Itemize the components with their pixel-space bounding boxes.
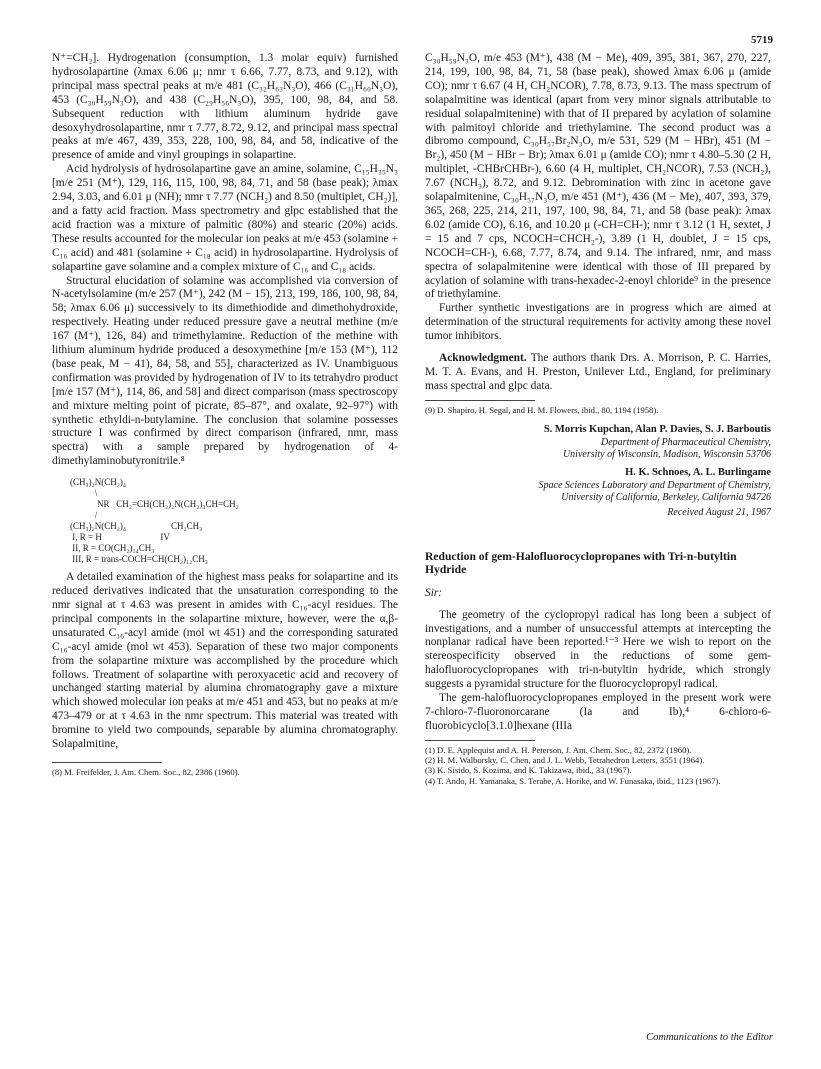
footnote: (4) T. Ando, H. Yamanaka, S. Terabe, A. Horike, and W. Funasaka, ibid., 1123 (1967). [425,775,721,786]
footnote: (2) H. M. Walborsky, C. Chen, and J. L. Webb, Tetrahedron Letters, 3551 (1964). [425,755,705,766]
structure-line: II, R = CO(CH₂)₁₄CH₃ [70,543,155,554]
paragraph: Structural elucidation of solamine was accomplished via conversion of N-acetylsolamine (m/e 257 (M⁺), 242 (M − 15), 213, 199, 186, 100, 98, 84, 58; λmax 6.06 μ) successively to its dimethiodide and dimethohydroxide, respectively. Heating under reduced pressure gave a neutral methine (m/e 167 (M⁺), 126, 84) and trimethylamine. Reduction of the methine with lithium aluminum hydride produced a desoxymethine [m/e 153 (M⁺), 112 (base peak, M − 41), 84, 58, and 55], characterized as IV. Unambiguous confirmation was provided by hydrogenation of IV to its tetrahydro product [m/e 157 (M⁺), 114, 86, and 58] and direct comparison (mass spectroscopy and mixture melting point of picrate, 85–87°, and oxalate, 92–97°) with synthetic ethyldi-n-butylamine. The conclusion that solamine possesses structure I was confirmed by direct comparison (infrared, nmr, mass spectra) with a sample prepared by hydrogenation of 4-dimethylaminobutyronitrile.⁸ [52,274,398,468]
paragraph: N⁺=CH₂]. Hydrogenation (consumption, 1.3 molar equiv) furnished hydrosolapartine (λmax 6.06 μ; nmr τ 6.66, 7.77, 8.73, and 9.12), with principal mass spectral peaks at m/e 481 (C₃₂H₆₃N₃O), 466 (C₃₁H₆₀N₃O), 453 (C₃₀H₅₉N₃O), and 438 (C₂₉H₅₆N₃O), 395, 100, 98, 84, and 58. Subsequent reduction with lithium aluminum hydride gave desoxyhydrosolapartine, nmr τ 7.77, 8.72, 9.12, and principal mass spectral peaks at m/e 467, 439, 353, 228, 100, 98, 84, and 58, indicative of the presence of amide and vinyl groupings in solapartine. [52,52,398,162]
paragraph: The gem-halofluorocyclopropanes employed in the present work were 7-chloro-7-fluoronorcarane (Ia and Ib),⁴ 6-chloro-6-fluorobicyclo[3.1.0]hexane (IIIa [425,692,771,732]
acknowledgment [425,352,771,394]
left-column [52,52,398,777]
footnote-divider [425,740,535,741]
acknowledgment-heading: Acknowledgment. [439,352,527,365]
structure-line: III, R = trans-COCH=CH(CH₂)₁₂CH₃ [70,554,208,565]
footnote-8: (8) M. Freifelder, J. Am. Chem. Soc., 82, 2386 (1960). [52,766,240,777]
page-number: 5719 [751,34,773,46]
affiliation: University of California, Berkeley, California 94726 [561,491,771,503]
right-column [425,52,771,786]
salutation: Sir: [425,586,443,599]
article-title: Reduction of gem-Halofluorocyclopropanes with Tri-n-butyltin Hydride [425,549,737,577]
structure-line: / [70,510,98,521]
footnote: (3) K. Sisido, S. Kozima, and K. Takizawa, ibid., 33 (1967). [425,765,632,776]
paragraph: Acid hydrolysis of hydrosolapartine gave an amine, solamine, C₁₅H₃₅N₃ [m/e 251 (M⁺), 129, 116, 115, 100, 98, 84, 71, and 58 (base peak); λmax 2.94, 3.03, and 6.01 μ (NH); nmr τ 7.77 (NCH₂) and 8.50 (multiplet, CH₂)], and a fatty acid fraction. Mass spectrometry and glpc established that the acid fraction was a mixture of palmitic (80%) and stearic (20%) acids. These results accounted for the molecular ion peaks at m/e 453 (solamine + C₁₆ acid) and 481 (solamine + C₁₈ acid) in hydrosolapartine. Hydrolysis of solapartine gave solamine and a complex mixture of C₁₆ and C₁₈ acids. [52,163,398,273]
footnote-divider [52,762,162,763]
footnote-9: (9) D. Shapiro, H. Segal, and H. M. Flowers, ibid., 80, 1194 (1958). [425,404,659,415]
paragraph: C₃₀H₅₉N₃O, m/e 453 (M⁺), 438 (M − Me), 409, 395, 381, 367, 270, 227, 214, 199, 100, 98, 84, 71, 58 (base peak), showed λmax 6.06 μ (amide CO); nmr τ 6.67 (4 H, CH₂NCOR), 7.78, 8.73, 9.13. The mass spectrum of solapalmitine was identical (apart from very minor signals attributable to residual solapalmitenine) with that of II prepared by acylation of solamine with palmitoyl chloride and triethylamine. The second product was a dibromo compound, C₃₀H₅₇Br₂N₃O, m/e 531, 529 (M − HBr), 451 (M − Br₂), 450 (M − HBr − Br); λmax 6.01 μ (amide CO); nmr τ 4.80–5.30 (2 H, multiplet, -CHBrCHBr-), 6.60 (4 H, multiplet, CH₂NCOR), 7.53 (NCH₂), 7.67 (NCH₃), 8.72, and 9.12. Debromination with zinc in acetone gave solapalmitenine, C₃₀H₅₇N₃O, m/e 451 (M⁺), 436 (M − Me), 407, 393, 379, 365, 268, 225, 214, 211, 197, 100, 98, 84, 71, and 58 (base peak): λmax 6.02 (amide CO), 6.16, and 10.20 μ (-CH=CH-); nmr τ 3.12 (1 H, sextet, J = 15 and 7 cps, NCOCH=CHCH₂-), 3.89 (1 H, doublet, J = 15 cps, NCOCH=CH-), 6.68, 7.77, 8.74, and 9.14. The infrared, nmr, and mass spectra of solapalmitenine were identical with those of III prepared by acylation of solamine with trans-hexadec-2-enoyl chloride⁹ in the presence of triethylamine. [425,52,771,301]
author-names: H. K. Schnoes, A. L. Burlingame [625,466,771,478]
structure-line: (CH₃)₂N(CH₂)₄ CH₂CH₃ [70,521,203,532]
paragraph: Further synthetic investigations are in progress which are aimed at determination of the structural requirements for activity among these novel tumor inhibitors. [425,302,771,343]
received-date: Received August 21, 1967 [667,506,771,518]
author-names: S. Morris Kupchan, Alan P. Davies, S. J. Barboutis [543,424,771,436]
acknowledgment-text: The authors thank Drs. A. Morrison, P. C. Harries, M. T. A. Evans, and H. Preston, Unilever Ltd., England, for preliminary mass spectral and glpc data. [425,352,771,392]
paragraph: The geometry of the cyclopropyl radical has long been a subject of investigations, and a number of unsuccessful attempts at intercepting the nonplanar radical have been reported.¹⁻³ Here we wish to report on the stereospecificity observed in the reductions of some gem-halofluorocyclopropanes with tri-n-butyltin hydride, which strongly suggests a pyramidal structure for the fluorocyclopropyl radical. [425,608,771,691]
footnote-divider [425,400,535,401]
affiliation: Department of Pharmaceutical Chemistry, [601,436,771,448]
structure-line: \ [70,488,98,499]
paragraph: A detailed examination of the highest mass peaks for solapartine and its reduced derivatives indicated that the unsaturation corresponding to the nmr signal at τ 4.63 was present in amides with C₁₆-acyl residues. The principal components in the solapartine mixture, however, were the α,β-unsaturated C₁₆-acyl amide (mol wt 451) and the corresponding saturated C₁₆-acyl amide (mol wt 453). Separation of these two major components from the solapartine mixture was accomplished by the procedure which follows. Treatment of solapartine with peroxyacetic acid and recovery of unchanged starting material by alumina chromatography gave a mixture which showed molecular ion peaks at m/e 451 and 453, but no peaks at m/e 473–479 or at τ 4.63 in the nmr spectrum. This material was treated with bromine to yield two compounds, separable by alumina chromatography. Solapalmitine, [52,571,398,751]
structure-line: (CH₃)₂N(CH₂)₄ [70,477,127,488]
section-footer: Communications to the Editor [646,1032,773,1043]
footnote: (1) D. E. Applequist and A. H. Peterson, J. Am. Chem. Soc., 82, 2372 (1960). [425,744,692,755]
affiliation: Space Sciences Laboratory and Department of Chemistry, [538,479,771,491]
structure-line: NR CH₂=CH(CH₂)₂N(CH₂)₃CH=CH₂ [70,499,239,510]
structure-line: I, R = H IV [70,532,170,543]
chemical-structure-diagram [70,477,398,565]
affiliation: University of Wisconsin, Madison, Wisconsin 53706 [562,448,771,460]
